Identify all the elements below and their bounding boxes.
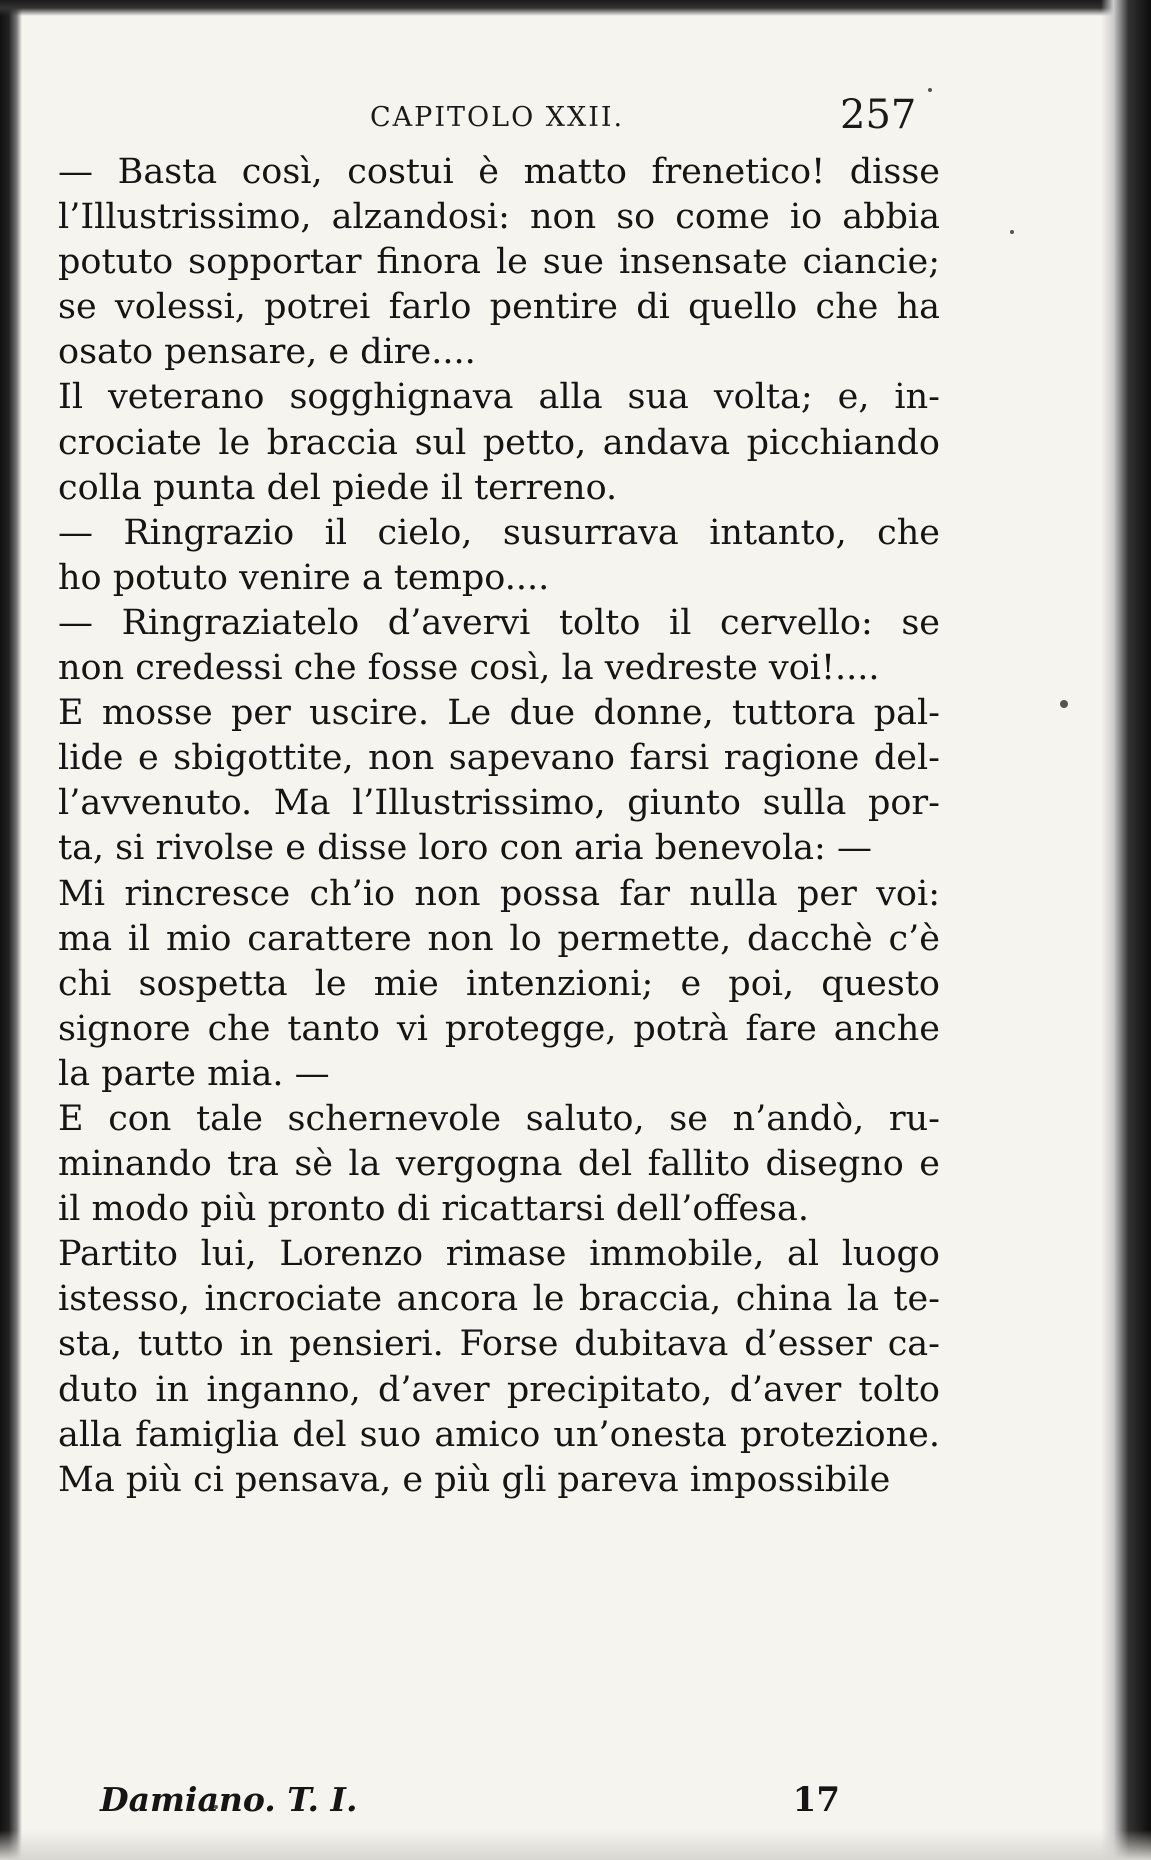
- page-number: 257: [840, 92, 917, 138]
- page-spine-edge: [1101, 0, 1151, 1860]
- text-line: l’Illustrissimo, alzandosi: non so come io abbia: [58, 197, 940, 238]
- signature-mark: Damiano. T. I.: [100, 1780, 358, 1819]
- text-line: — Ringrazio il cielo, susurrava intanto, che: [58, 512, 940, 553]
- text-line: alla famiglia del suo amico un’onesta protezione.: [58, 1414, 940, 1455]
- text-line: il modo più pronto di ricattarsi dell’offesa.: [58, 1189, 810, 1230]
- text-line: se volessi, potrei farlo pentire di quello che ha: [58, 287, 940, 328]
- text-line: colla punta del piede il terreno.: [58, 467, 618, 508]
- text-line: E con tale schernevole saluto, se n’andò, ru-: [58, 1098, 940, 1139]
- text-line: Partito lui, Lorenzo rimase immobile, al luogo: [58, 1234, 940, 1275]
- text-line: E mosse per uscire. Le due donne, tuttora pal-: [58, 693, 940, 734]
- text-line: la parte mia. —: [58, 1053, 330, 1094]
- text-line: Il veterano sogghignava alla sua volta; e, in-: [58, 377, 940, 418]
- text-line: sta, tutto in pensieri. Forse dubitava d’esser ca-: [58, 1324, 940, 1365]
- text-line: duto in inganno, d’aver precipitato, d’aver tolto: [58, 1369, 940, 1410]
- ink-speck: [1060, 700, 1068, 708]
- chapter-heading: CAPITOLO XXII.: [370, 102, 625, 133]
- text-line: osato pensare, e dire....: [58, 332, 476, 373]
- page-footer: [100, 1780, 840, 1824]
- text-line: ta, si rivolse e disse loro con aria benevola: —: [58, 828, 872, 869]
- text-line: minando tra sè la vergogna del fallito disegno e: [58, 1144, 940, 1185]
- text-line: lide e sbigottite, non sapevano farsi ragione del-: [58, 738, 940, 779]
- text-line: chi sospetta le mie intenzioni; e poi, questo: [58, 963, 940, 1004]
- top-edge: [0, 0, 1151, 16]
- body-text: [58, 150, 940, 1503]
- text-line: l’avvenuto. Ma l’Illustrissimo, giunto sulla por-: [58, 783, 940, 824]
- sheet-number: 17: [792, 1780, 840, 1820]
- text-line: ho potuto venire a tempo....: [58, 557, 550, 598]
- binding-shadow: [0, 0, 22, 1860]
- text-line: — Ringraziatelo d’avervi tolto il cervello: se: [58, 602, 940, 643]
- text-line: istesso, incrociate ancora le braccia, china la te-: [58, 1279, 940, 1320]
- text-line: ma il mio carattere non lo permette, dacchè c’è: [58, 918, 940, 959]
- running-head: [60, 92, 940, 142]
- text-line: crociate le braccia sul petto, andava picchiando: [58, 422, 940, 463]
- text-line: Ma più ci pensava, e più gli pareva impossibile: [58, 1459, 891, 1500]
- text-line: signore che tanto vi protegge, potrà fare anche: [58, 1008, 940, 1049]
- text-line: Mi rincresce ch’io non possa far nulla per voi:: [58, 873, 940, 914]
- text-line: potuto sopportar finora le sue insensate ciancie;: [58, 242, 940, 283]
- ink-speck: [1010, 230, 1014, 234]
- text-line: non credessi che fosse così, la vedreste voi!....: [58, 648, 880, 689]
- text-line: — Basta così, costui è matto frenetico! disse: [58, 152, 940, 192]
- bottom-edge: [0, 1830, 1151, 1860]
